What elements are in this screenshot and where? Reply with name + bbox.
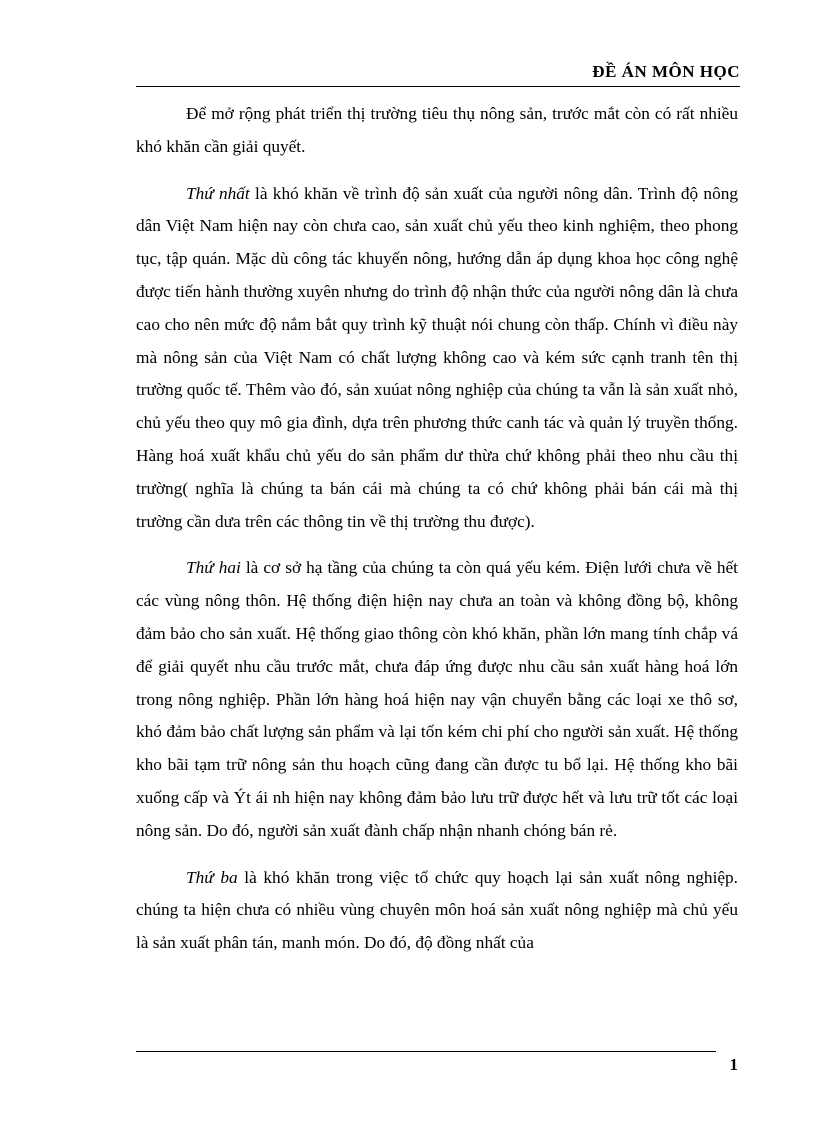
paragraph-lead: Thứ nhất — [186, 183, 250, 203]
header-title: ĐỀ ÁN MÔN HỌC — [592, 62, 740, 81]
paragraph-intro — [136, 98, 738, 164]
body-text — [136, 98, 738, 974]
paragraph-text: là khó khăn về trình độ sản xuất của người nông dân. Trình độ nông dân Việt Nam hiện nay còn chưa cao, sản xuất chủ yếu theo kinh nghiệm, theo phong tục, tập quán. Mặc dù công tác khuyến nông, hướng dẫn áp dụng khoa học công nghệ được tiến hành thường xuyên nhưng do trình độ nhận thức của người nông dân là chưa cao cho nên mức độ nắm bắt quy trình kỹ thuật nói chung còn thấp. Chính vì điều này mà nông sản của Việt Nam có chất lượng không cao và kém sức cạnh tranh tên thị trường quốc tế. Thêm vào đó, sản xuúat nông nghiệp của chúng ta vẫn là sản xuất nhỏ, chủ yếu theo quy mô gia đình, dựa trên phương thức canh tác và quản lý truyền thống. Hàng hoá xuất khẩu chủ yếu do sản phẩm dư thừa chứ không phải theo nhu cầu thị trường( nghĩa là chúng ta bán cái mà chúng ta có chứ không phải bán cái mà thị trường cần dưa trên các thông tin về thị trường thu được). — [136, 183, 738, 531]
paragraph-text: Để mở rộng phát triển thị trường tiêu thụ nông sản, trước mắt còn có rất nhiều khó khăn cần giải quyết. — [136, 104, 738, 156]
paragraph-text: là cơ sở hạ tầng của chúng ta còn quá yếu kém. Điện lưới chưa về hết các vùng nông thôn. Hệ thống điện hiện nay chưa an toàn và không đồng bộ, không đảm bảo cho sản xuất. Hệ thống giao thông còn khó khăn, phần lớn mang tính chắp vá để giải quyết nhu cầu trước mắt, chưa đáp ứng được nhu cầu sản xuất hàng hoá lớn trong nông nghiệp. Phần lớn hàng hoá hiện nay vận chuyển bằng các loại xe thô sơ, khó đảm bảo chất lượng sản phẩm và lại tốn kém chi phí cho người sản xuất. Hệ thống kho bãi tạm trữ nông sản thu hoạch cũng đang cần được tu bổ lại. Hệ thống kho bãi xuống cấp và Ýt ái nh hiện nay không đảm bảo lưu trữ được hết và lưu trữ tốt các loại nông sản. Do đó, người sản xuất đành chấp nhận nhanh chóng bán rẻ. — [136, 558, 738, 840]
paragraph-third — [136, 862, 738, 960]
footer-divider — [136, 1051, 716, 1052]
paragraph-second — [136, 552, 738, 847]
header-divider — [136, 86, 740, 87]
paragraph-lead: Thứ ba — [186, 867, 238, 887]
page-number: 1 — [729, 1055, 738, 1074]
paragraph-lead: Thứ hai — [186, 558, 241, 578]
paragraph-first — [136, 178, 738, 539]
paragraph-text: là khó khăn trong việc tổ chức quy hoạch lại sản xuất nông nghiệp. chúng ta hiện chưa có nhiều vùng chuyên môn hoá sản xuất nông nghiệp mà chủ yếu là sản xuất phân tán, manh món. Do đó, độ đồng nhất của — [136, 867, 739, 953]
